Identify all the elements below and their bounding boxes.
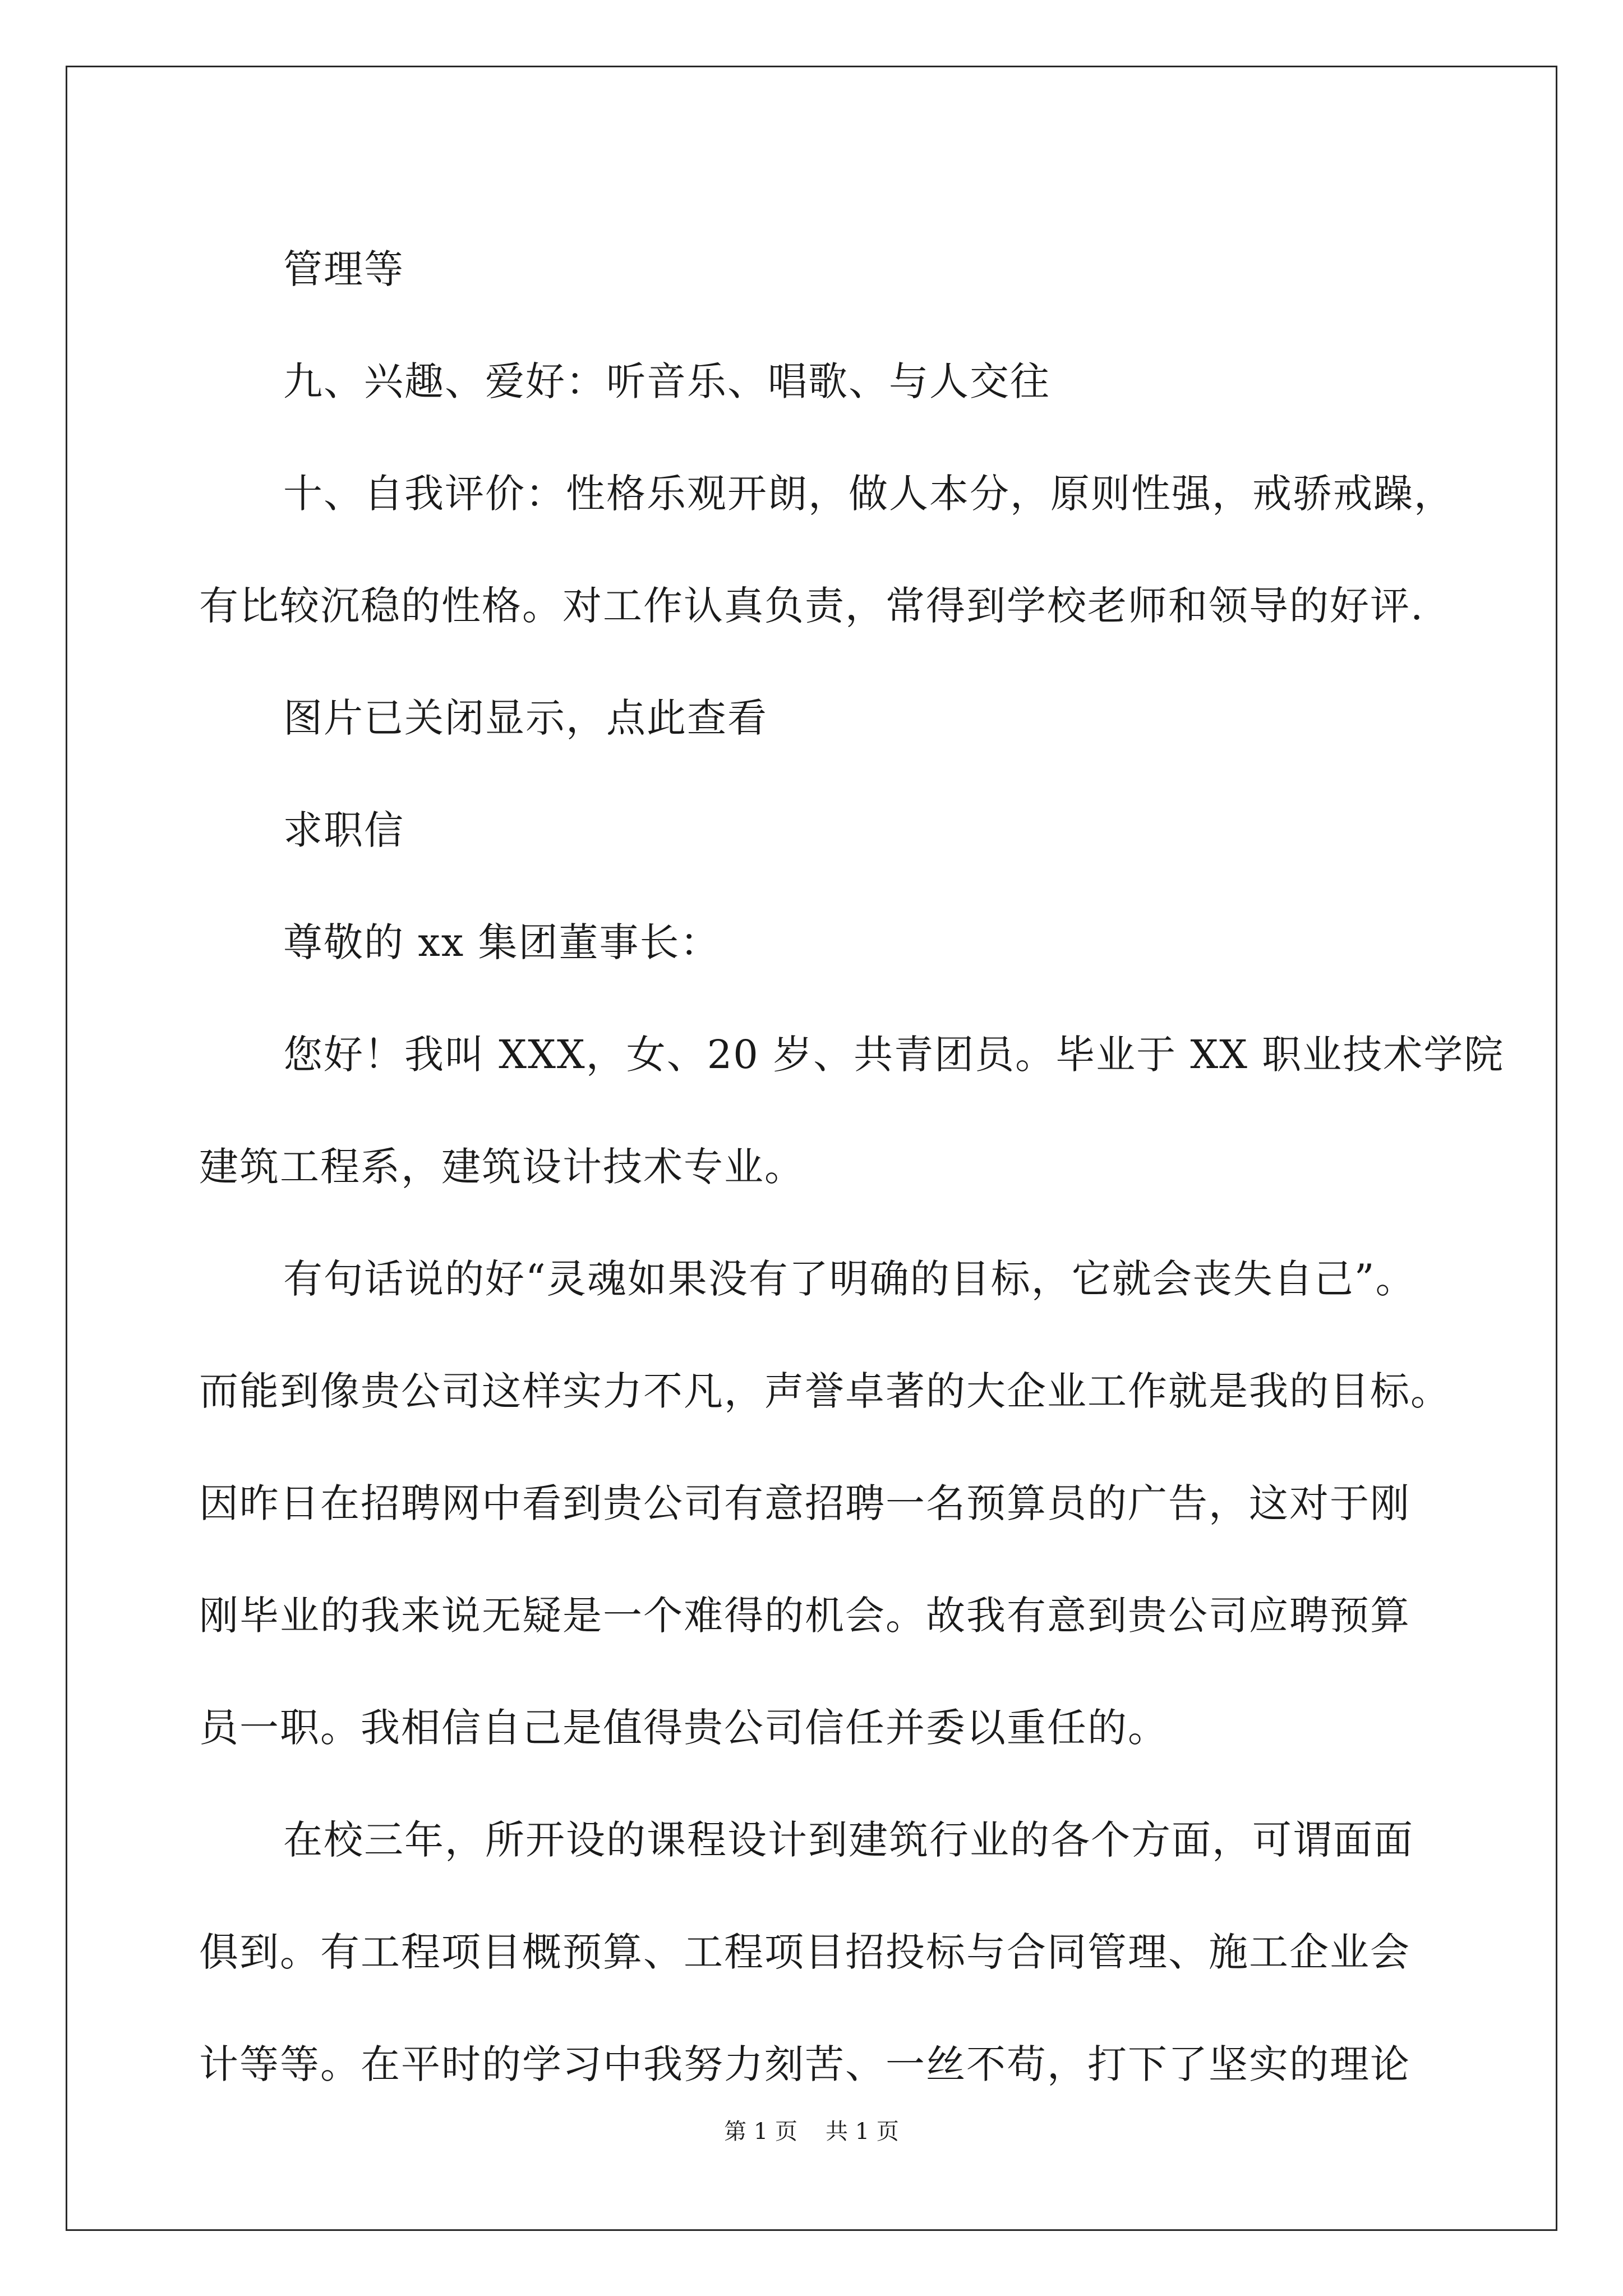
salutation: 尊敬的 xx 集团董事长： [283,919,721,965]
text-line: 刚毕业的我来说无疑是一个难得的机会。故我有意到贵公司应聘预算 [199,1593,1410,1639]
text-line: 因昨日在招聘网中看到贵公司有意招聘一名预算员的广告，这对于刚 [199,1480,1410,1526]
page-number: 第 1 页 [724,2119,797,2145]
text-line: 建筑工程系，建筑设计技术专业。 [199,1144,805,1190]
text-line: 十、自我评价：性格乐观开朗，做人本分，原则性强，戒骄戒躁， [283,471,1454,517]
text-line: 计等等。在平时的学习中我努力刻苦、一丝不苟，打下了坚实的理论 [199,2041,1410,2087]
image-hidden-notice[interactable]: 图片已关闭显示，点此查看 [283,695,768,741]
page-footer [0,2115,1623,2148]
text-line: 员一职。我相信自己是值得贵公司信任并委以重任的。 [199,1705,1168,1751]
section-heading: 求职信 [283,807,404,853]
page-total: 共 1 页 [826,2119,899,2145]
text-line: 在校三年，所开设的课程设计到建筑行业的各个方面，可谓面面 [283,1817,1414,1863]
text-line: 俱到。有工程项目概预算、工程项目招投标与合同管理、施工企业会 [199,1929,1410,1975]
text-line: 有句话说的好“灵魂如果没有了明确的目标，它就会丧失自己”。 [283,1256,1416,1302]
text-line: 有比较沉稳的性格。对工作认真负责，常得到学校老师和领导的好评. [199,583,1424,629]
text-line: 您好！我叫 XXX，女、20 岁、共青团员。毕业于 XX 职业技术学院 [283,1032,1505,1078]
text-line: 九、兴趣、爱好：听音乐、唱歌、与人交往 [283,358,1050,404]
text-line: 而能到像贵公司这样实力不凡，声誉卓著的大企业工作就是我的目标。 [199,1368,1451,1414]
text-line: 管理等 [283,246,404,292]
document-body [199,213,1505,2120]
